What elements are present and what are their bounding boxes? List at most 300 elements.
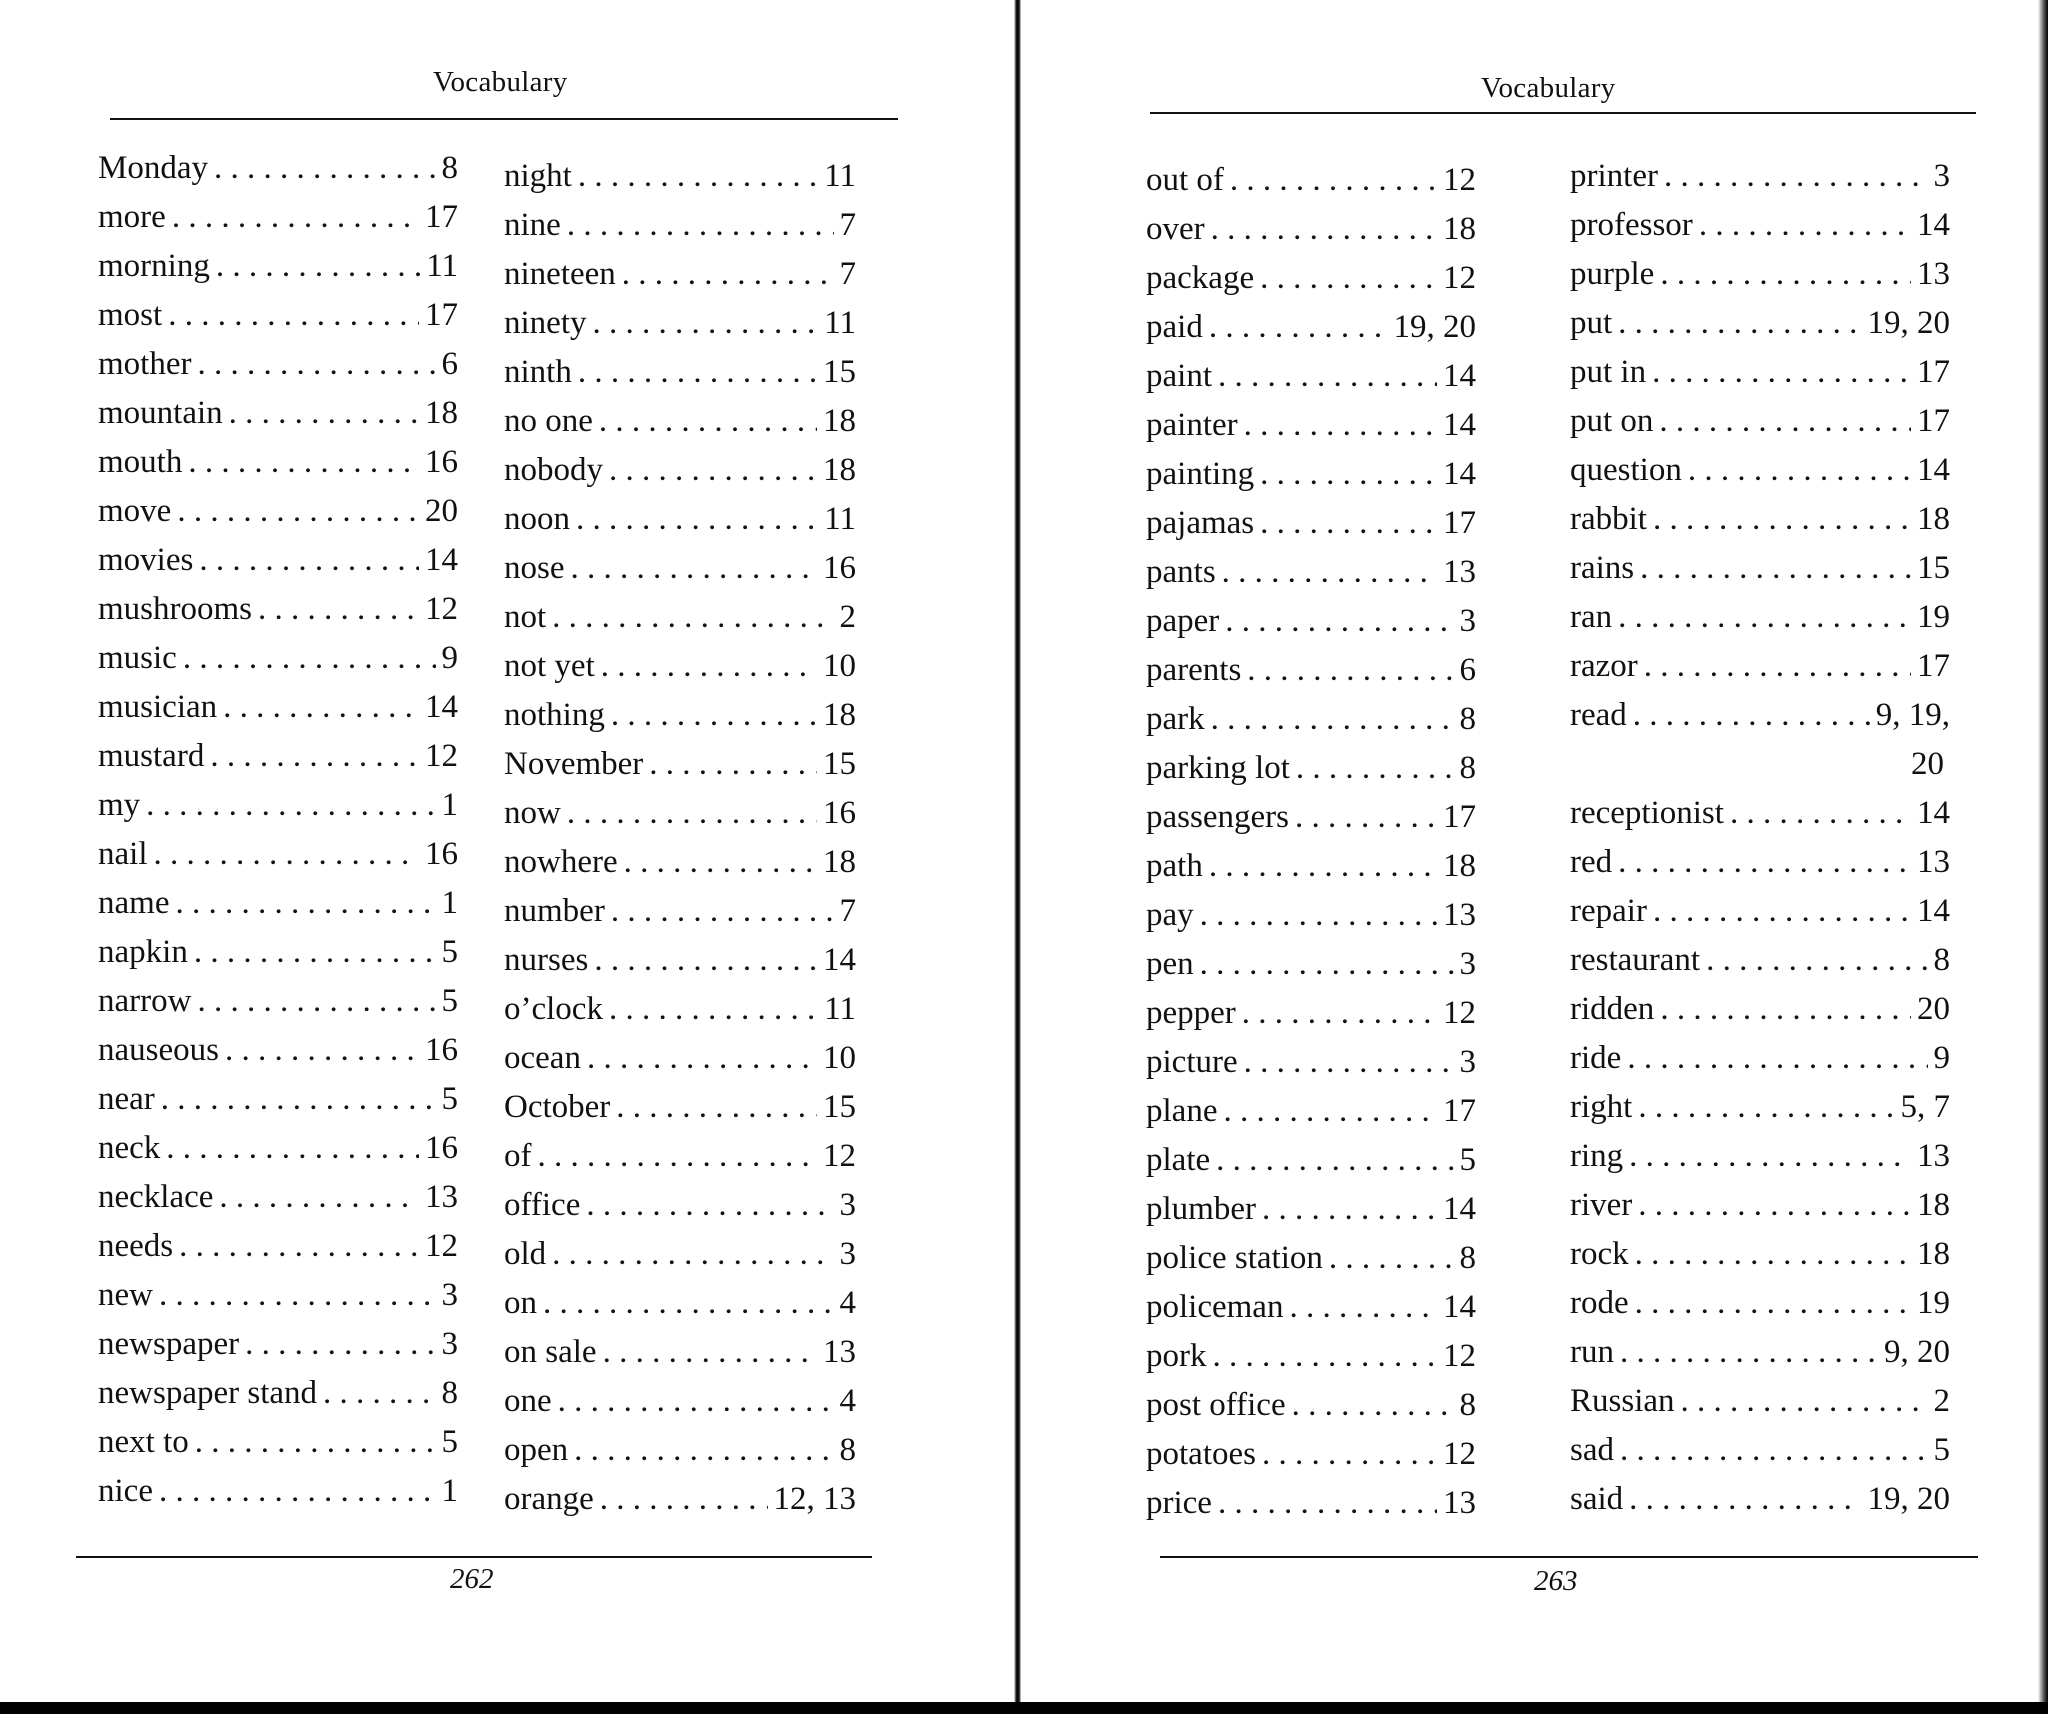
- index-entry: [98, 297, 458, 346]
- entry-pages: 12: [1443, 1338, 1476, 1374]
- index-entry: [98, 1473, 458, 1522]
- index-entry: [504, 305, 856, 354]
- dot-leader: [1660, 256, 1911, 293]
- dot-leader: [1638, 1089, 1894, 1126]
- index-entry: [504, 256, 856, 305]
- entry-pages: 15: [823, 1089, 856, 1125]
- dot-leader: [552, 1236, 833, 1273]
- entry-word: needs: [98, 1228, 174, 1264]
- index-column: [1570, 158, 1950, 1530]
- entry-pages: 16: [823, 550, 856, 586]
- dot-leader: [199, 542, 419, 579]
- entry-pages: 3: [441, 1326, 458, 1362]
- footer-rule: [1160, 1556, 1978, 1558]
- entry-word: read: [1570, 697, 1627, 733]
- entry-word: ride: [1570, 1040, 1622, 1076]
- dot-leader: [1225, 603, 1453, 640]
- dot-leader: [578, 354, 817, 391]
- index-entry: [1570, 795, 1950, 844]
- dot-leader: [1244, 407, 1437, 444]
- index-entry: [1146, 799, 1476, 848]
- index-entry: [1570, 1285, 1950, 1334]
- entry-word: office: [504, 1187, 581, 1223]
- index-entry: [504, 697, 856, 746]
- dot-leader: [1295, 799, 1437, 836]
- dot-leader: [219, 1179, 419, 1216]
- entry-pages: 3: [1459, 946, 1476, 982]
- entry-word: ridden: [1570, 991, 1655, 1027]
- book-spine: [1014, 0, 1021, 1714]
- dot-leader: [1200, 946, 1454, 983]
- entry-word: purple: [1570, 256, 1655, 292]
- dot-leader: [1730, 795, 1911, 832]
- entry-pages: 12, 13: [773, 1481, 856, 1517]
- entry-pages: 14: [1917, 795, 1950, 831]
- index-entry: [1570, 1040, 1950, 1089]
- entry-word: near: [98, 1081, 155, 1117]
- index-entry: [1570, 844, 1950, 893]
- dot-leader: [543, 1285, 834, 1322]
- entry-pages: 4: [839, 1383, 856, 1419]
- entry-pages: 5: [1933, 1432, 1950, 1468]
- dot-leader: [1292, 1387, 1454, 1424]
- entry-pages: 17: [1443, 1093, 1476, 1129]
- entry-word: most: [98, 297, 163, 333]
- entry-pages: 19: [1917, 599, 1950, 635]
- index-entry: [1570, 893, 1950, 942]
- index-entry: [504, 550, 856, 599]
- entry-word: plumber: [1146, 1191, 1256, 1227]
- entry-word: mustard: [98, 738, 205, 774]
- entry-pages: 16: [425, 836, 458, 872]
- entry-word: nowhere: [504, 844, 618, 880]
- index-entry: [1146, 1338, 1476, 1387]
- entry-pages: 3: [839, 1187, 856, 1223]
- dot-leader: [1653, 501, 1911, 538]
- entry-pages: 5: [1459, 1142, 1476, 1178]
- dot-leader: [172, 199, 419, 236]
- entry-pages: 17: [425, 199, 458, 235]
- index-entry: [504, 1481, 856, 1530]
- index-entry: [98, 346, 458, 395]
- entry-pages: 11: [824, 501, 856, 537]
- dot-leader: [1706, 942, 1927, 979]
- dot-leader: [587, 1040, 817, 1077]
- index-entry: [1146, 1289, 1476, 1338]
- index-entry: [1146, 358, 1476, 407]
- dot-leader: [1262, 1436, 1437, 1473]
- entry-word: movies: [98, 542, 194, 578]
- index-entry: [98, 1032, 458, 1081]
- left-page: [0, 0, 1016, 1700]
- index-entry: [1570, 550, 1950, 599]
- index-entry: [1146, 211, 1476, 260]
- index-entry: [98, 640, 458, 689]
- index-entry: [504, 1432, 856, 1481]
- entry-pages: 12: [425, 738, 458, 774]
- dot-leader: [609, 452, 817, 489]
- entry-word: pork: [1146, 1338, 1207, 1374]
- dot-leader: [159, 1473, 436, 1510]
- entry-pages: 11: [824, 991, 856, 1027]
- entry-word: ran: [1570, 599, 1613, 635]
- dot-leader: [1664, 158, 1928, 195]
- page-number: 263: [1534, 1565, 1578, 1597]
- index-entry: [504, 501, 856, 550]
- entry-pages: 8: [839, 1432, 856, 1468]
- entry-word: open: [504, 1432, 569, 1468]
- entry-pages: 7: [839, 256, 856, 292]
- index-entry: [504, 1040, 856, 1089]
- dot-leader: [1289, 1289, 1437, 1326]
- dot-leader: [576, 501, 818, 538]
- index-entry: [1570, 1187, 1950, 1236]
- running-head: Vocabulary: [433, 66, 568, 98]
- index-entry: [98, 983, 458, 1032]
- index-entry: [504, 207, 856, 256]
- entry-word: newspaper: [98, 1326, 240, 1362]
- entry-pages: 3: [1459, 603, 1476, 639]
- entry-pages: 9, 19,: [1875, 697, 1950, 733]
- entry-pages: 9: [1933, 1040, 1950, 1076]
- page-edge: [2038, 0, 2048, 1714]
- entry-pages: 16: [425, 1032, 458, 1068]
- index-entry: [98, 1375, 458, 1424]
- entry-pages: 14: [1443, 1289, 1476, 1325]
- dot-leader: [1635, 1285, 1911, 1322]
- entry-word: right: [1570, 1089, 1633, 1125]
- entry-pages: 14: [1917, 207, 1950, 243]
- entry-word: pepper: [1146, 995, 1236, 1031]
- index-entry: [1146, 260, 1476, 309]
- dot-leader: [622, 256, 834, 293]
- entry-word: razor: [1570, 648, 1638, 684]
- entry-word: now: [504, 795, 561, 831]
- index-entry: [98, 787, 458, 836]
- entry-word: rains: [1570, 550, 1635, 586]
- entry-pages: 18: [823, 697, 856, 733]
- entry-word: necklace: [98, 1179, 214, 1215]
- dot-leader: [1296, 750, 1454, 787]
- entry-word: sad: [1570, 1432, 1614, 1468]
- entry-word: potatoes: [1146, 1436, 1256, 1472]
- index-entry: [504, 795, 856, 844]
- entry-pages: 8: [1459, 750, 1476, 786]
- dot-leader: [214, 150, 436, 187]
- index-entry: [1570, 1383, 1950, 1432]
- entry-pages: 5: [441, 983, 458, 1019]
- entry-word: October: [504, 1089, 611, 1125]
- footer-rule: [76, 1556, 872, 1558]
- entry-word: painter: [1146, 407, 1238, 443]
- dot-leader: [1659, 403, 1911, 440]
- dot-leader: [146, 787, 435, 824]
- entry-pages: 5: [441, 1424, 458, 1460]
- index-entry: [504, 648, 856, 697]
- index-entry: [1570, 648, 1950, 697]
- entry-word: red: [1570, 844, 1613, 880]
- entry-word: ninety: [504, 305, 587, 341]
- dot-leader: [1216, 1142, 1453, 1179]
- entry-word: run: [1570, 1334, 1614, 1370]
- entry-pages: 18: [1917, 501, 1950, 537]
- dot-leader: [1629, 1481, 1861, 1518]
- index-entry: [1146, 701, 1476, 750]
- entry-pages: 17: [425, 297, 458, 333]
- dot-leader: [1627, 1040, 1927, 1077]
- entry-pages: 14: [1443, 1191, 1476, 1227]
- index-entry: [504, 844, 856, 893]
- index-entry: [98, 1424, 458, 1473]
- entry-word: name: [98, 885, 170, 921]
- entry-pages: 13: [1917, 1138, 1950, 1174]
- index-entry: [98, 542, 458, 591]
- dot-leader: [223, 689, 419, 726]
- dot-leader: [578, 158, 818, 195]
- entry-word: paid: [1146, 309, 1203, 345]
- index-entry: [1146, 946, 1476, 995]
- entry-word: rock: [1570, 1236, 1629, 1272]
- entry-pages: 18: [425, 395, 458, 431]
- entry-word: narrow: [98, 983, 192, 1019]
- index-entry: [504, 942, 856, 991]
- dot-leader: [188, 444, 419, 481]
- entry-pages: 14: [823, 942, 856, 978]
- index-entry: [504, 158, 856, 207]
- entry-pages: 8: [1459, 1240, 1476, 1276]
- entry-pages: 14: [1917, 452, 1950, 488]
- index-entry: [1146, 897, 1476, 946]
- index-entry: [1570, 1138, 1950, 1187]
- entry-word: new: [98, 1277, 153, 1313]
- dot-leader: [624, 844, 817, 881]
- entry-pages: 13: [1917, 844, 1950, 880]
- index-entry: [504, 1187, 856, 1236]
- dot-leader: [168, 297, 419, 334]
- dot-leader: [1638, 1187, 1911, 1224]
- right-page: [1022, 0, 2048, 1700]
- dot-leader: [179, 1228, 419, 1265]
- entry-word: plate: [1146, 1142, 1211, 1178]
- entry-pages: 12: [1443, 995, 1476, 1031]
- index-entry: [1146, 309, 1476, 358]
- entry-pages: 12: [425, 1228, 458, 1264]
- index-entry: [98, 1228, 458, 1277]
- index-entry: [98, 395, 458, 444]
- entry-pages: 18: [823, 403, 856, 439]
- index-entry: [1570, 1334, 1950, 1383]
- entry-pages: 8: [441, 1375, 458, 1411]
- entry-pages: 18: [1917, 1236, 1950, 1272]
- entry-pages: 1: [441, 885, 458, 921]
- index-entry: [1146, 162, 1476, 211]
- entry-pages: 7: [839, 207, 856, 243]
- entry-pages: 11: [824, 305, 856, 341]
- entry-word: package: [1146, 260, 1255, 296]
- entry-word: question: [1570, 452, 1682, 488]
- entry-pages: 20: [425, 493, 458, 529]
- entry-pages: 13: [1443, 897, 1476, 933]
- entry-pages: 14: [1443, 407, 1476, 443]
- entry-pages: 15: [1917, 550, 1950, 586]
- index-entry: [504, 1383, 856, 1432]
- entry-pages: 16: [823, 795, 856, 831]
- entry-word: pen: [1146, 946, 1194, 982]
- dot-leader: [567, 795, 817, 832]
- index-entry: [98, 1130, 458, 1179]
- entry-word: mouth: [98, 444, 183, 480]
- entry-word: post office: [1146, 1387, 1286, 1423]
- dot-leader: [1618, 599, 1911, 636]
- entry-pages: 12: [1443, 162, 1476, 198]
- entry-pages: 14: [425, 689, 458, 725]
- index-entry: [1146, 1093, 1476, 1142]
- entry-word: music: [98, 640, 177, 676]
- entry-word: police station: [1146, 1240, 1323, 1276]
- entry-word: parking lot: [1146, 750, 1290, 786]
- dot-leader: [603, 1334, 817, 1371]
- entry-pages: 7: [839, 893, 856, 929]
- dot-leader: [1230, 162, 1437, 199]
- entry-pages: 13: [425, 1179, 458, 1215]
- entry-word: orange: [504, 1481, 594, 1517]
- entry-word: ninth: [504, 354, 572, 390]
- entry-pages: 17: [1917, 354, 1950, 390]
- dot-leader: [1620, 1334, 1878, 1371]
- index-entry: [1570, 158, 1950, 207]
- dot-leader: [567, 207, 834, 244]
- dot-leader: [558, 1383, 834, 1420]
- entry-word: path: [1146, 848, 1203, 884]
- entry-word: paper: [1146, 603, 1220, 639]
- entry-pages: 14: [425, 542, 458, 578]
- entry-pages: 6: [1459, 652, 1476, 688]
- entry-pages: 1: [441, 787, 458, 823]
- dot-leader: [1211, 211, 1437, 248]
- index-entry: [1146, 1191, 1476, 1240]
- entry-word: receptionist: [1570, 795, 1724, 831]
- index-entry: [504, 354, 856, 403]
- dot-leader: [1242, 995, 1437, 1032]
- entry-pages: 4: [839, 1285, 856, 1321]
- entry-word: night: [504, 158, 572, 194]
- index-entry: [1146, 1485, 1476, 1534]
- entry-pages: 8: [441, 150, 458, 186]
- index-entry: [504, 893, 856, 942]
- entry-pages: 18: [1443, 211, 1476, 247]
- entry-word: plane: [1146, 1093, 1218, 1129]
- index-entry: [504, 403, 856, 452]
- header-rule: [1150, 112, 1976, 114]
- entry-word: park: [1146, 701, 1205, 737]
- index-entry: [1570, 354, 1950, 403]
- entry-pages: 5: [441, 934, 458, 970]
- index-entry: [1570, 256, 1950, 305]
- dot-leader: [586, 1187, 833, 1224]
- entry-word: pants: [1146, 554, 1216, 590]
- dot-leader: [1222, 554, 1437, 591]
- entry-pages: 19: [1917, 1285, 1950, 1321]
- entry-pages: 15: [823, 354, 856, 390]
- entry-word: picture: [1146, 1044, 1238, 1080]
- index-entry: [98, 885, 458, 934]
- index-entry: [1146, 407, 1476, 456]
- entry-word: no one: [504, 403, 593, 439]
- entry-word: printer: [1570, 158, 1658, 194]
- dot-leader: [183, 640, 436, 677]
- index-entry: [1146, 505, 1476, 554]
- dot-leader: [1633, 697, 1870, 734]
- entry-pages: 10: [823, 1040, 856, 1076]
- dot-leader: [216, 248, 420, 285]
- index-entry: [98, 493, 458, 542]
- entry-pages: 14: [1917, 893, 1950, 929]
- dot-leader: [1660, 991, 1911, 1028]
- entry-pages: 17: [1917, 648, 1950, 684]
- dot-leader: [194, 934, 436, 971]
- index-entry: [1570, 1236, 1950, 1285]
- entry-word: November: [504, 746, 644, 782]
- entry-word: next to: [98, 1424, 189, 1460]
- entry-word: rabbit: [1570, 501, 1647, 537]
- dot-leader: [1688, 452, 1911, 489]
- entry-word: noon: [504, 501, 570, 537]
- dot-leader: [1209, 848, 1437, 885]
- entry-word: on sale: [504, 1334, 597, 1370]
- entry-word: mushrooms: [98, 591, 253, 627]
- entry-pages: 19, 20: [1867, 305, 1950, 341]
- dot-leader: [1618, 305, 1861, 342]
- entry-word: old: [504, 1236, 547, 1272]
- entry-pages: 12: [425, 591, 458, 627]
- entry-pages: 19, 20: [1393, 309, 1476, 345]
- entry-word: my: [98, 787, 141, 823]
- index-entry: [504, 1138, 856, 1187]
- entry-word: put in: [1570, 354, 1647, 390]
- entry-pages: 8: [1459, 1387, 1476, 1423]
- index-entry: [1570, 599, 1950, 648]
- entry-word: rode: [1570, 1285, 1629, 1321]
- entry-word: on: [504, 1285, 537, 1321]
- entry-word: paint: [1146, 358, 1212, 394]
- index-entry: [98, 738, 458, 787]
- entry-word: policeman: [1146, 1289, 1284, 1325]
- dot-leader: [1244, 1044, 1454, 1081]
- index-entry: [98, 1277, 458, 1326]
- index-entry: [1146, 1387, 1476, 1436]
- entry-pages: 13: [1917, 256, 1950, 292]
- entry-pages: 9, 20: [1884, 1334, 1950, 1370]
- dot-leader: [611, 697, 817, 734]
- entry-word: nice: [98, 1473, 153, 1509]
- entry-word: ocean: [504, 1040, 581, 1076]
- entry-pages: 2: [1933, 1383, 1950, 1419]
- index-entry: [1570, 1089, 1950, 1138]
- entry-pages: 12: [1443, 1436, 1476, 1472]
- dot-leader: [609, 991, 818, 1028]
- index-entry: [98, 1326, 458, 1375]
- entry-word: out of: [1146, 162, 1224, 198]
- dot-leader: [1260, 260, 1437, 297]
- index-entry: [1146, 652, 1476, 701]
- entry-word: over: [1146, 211, 1205, 247]
- dot-leader: [594, 942, 817, 979]
- dot-leader: [1260, 456, 1437, 493]
- dot-leader: [1635, 1236, 1911, 1273]
- index-entry: [98, 591, 458, 640]
- dot-leader: [1329, 1240, 1454, 1277]
- dot-leader: [600, 1481, 768, 1518]
